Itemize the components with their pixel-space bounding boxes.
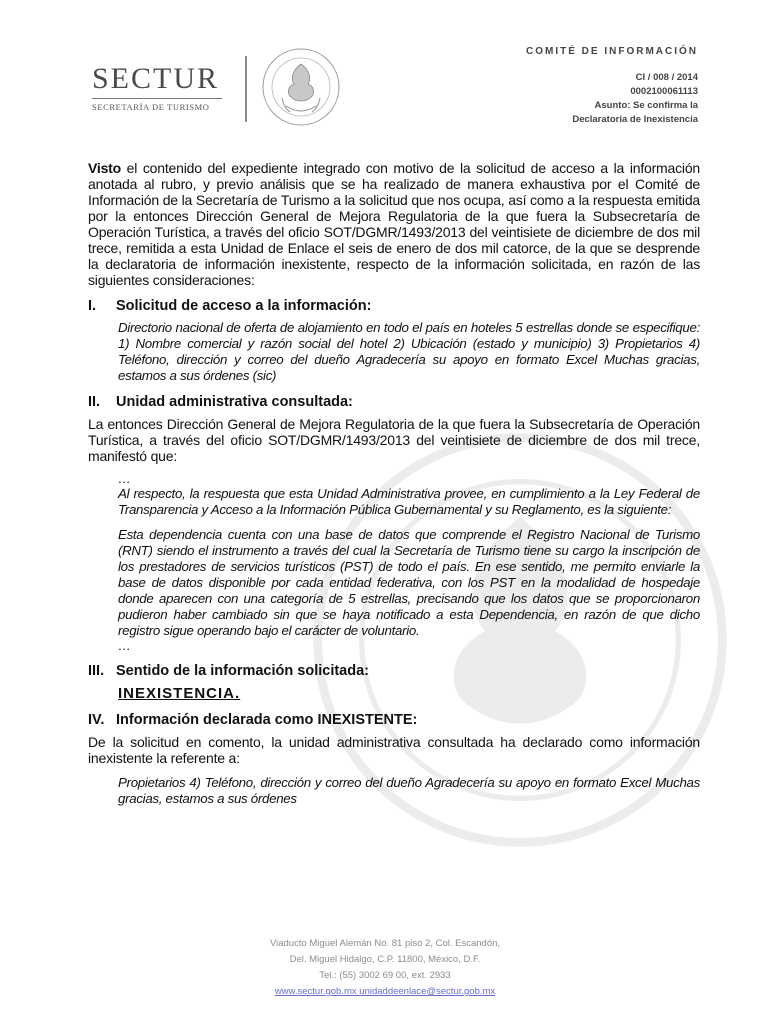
verdict-text: INEXISTENCIA.	[118, 685, 241, 702]
intro-text: el contenido del expediente integrado con motivo de la solicitud de acceso a la información anotada al rubro, y previo análisis que se ha realizado de manera exhaustiva por el Comité de Información de la Secretaría de Turismo a la solicitud que nos ocupa, así como a la respuesta emitida por la entonces Dirección General de Mejora Regulatoria de la que fuera la Subsecretaría de Operación Turística, a través del oficio SOT/DGMR/1493/2013 del veintisiete de diciembre de dos mil trece, remitida a esta Unidad de Enlace el seis de enero de dos mil catorce, de la que se desprende la declaratoria de información inexistente, respecto de la información solicitada, en razón de las siguientes consideraciones:	[88, 160, 700, 288]
request-quote: Directorio nacional de oferta de alojamiento en todo el país en hoteles 5 estrellas donde se especifique: 1) Nombre comercial y razón social del hotel 2) Ubicación (estado y municipio) 3) Propietarios 4) Teléfono, dirección y correo del dueño Agradecería su apoyo en formato Excel Muchas gracias, estamos a sus órdenes (sic)	[118, 320, 700, 383]
logo-subtitle: SECRETARÍA DE TURISMO	[92, 102, 210, 112]
ref-subject-1: Asunto: Se confirma la	[594, 100, 698, 111]
ref-case-number: CI / 008 / 2014	[635, 72, 698, 83]
section-4-text: De la solicitud en comento, la unidad administrativa consultada ha declarado como información inexistente la referente a:	[88, 734, 700, 766]
section-3-number: III.	[88, 663, 105, 679]
logo-rule	[92, 98, 222, 99]
reference-block	[526, 46, 698, 127]
section-1-title: Solicitud de acceso a la información:	[116, 298, 372, 314]
section-2-title: Unidad administrativa consultada:	[116, 394, 353, 410]
logo-wordmark: SECTUR	[92, 62, 220, 95]
section-1-heading	[88, 298, 700, 314]
ref-folio: 0002100061113	[630, 86, 698, 97]
intro-lead: Visto	[88, 160, 121, 176]
section-2-heading	[88, 394, 700, 410]
quote-ellipsis-close: …	[118, 638, 131, 653]
section-1-number: I.	[88, 298, 97, 314]
intro-paragraph	[88, 160, 700, 288]
footer-web-link[interactable]: www.sectur.gob.mx unidaddeenlace@sectur.gob.mx	[274, 986, 496, 997]
section-3-heading	[88, 663, 700, 679]
unit-response-quote-2: Esta dependencia cuenta con una base de datos que comprende el Registro Nacional de Turismo (RNT) siendo el instrumento a través del cual la Secretaría de Turismo tiene su cargo la inscripción de los prestadores de servicios turísticos (PST) de todo el país. En ese sentido, me permito enviarle la base de datos disponible por cada entidad federativa, con los PST en la modalidad de hospedaje donde aparecen con una categoría de 5 estrellas, precisando que los datos que se proporcionaron pudieron haber cambiado sin que se haya notificado a esta Dependencia, en razón de que dicho registro sigue operando bajo el carácter de voluntario.	[118, 527, 700, 638]
inexistent-info-quote: Propietarios 4) Teléfono, dirección y correo del dueño Agradecería su apoyo en formato Excel Muchas gracias, estamos a sus órdenes	[118, 775, 700, 806]
committee-title: COMITÉ DE INFORMACIÓN	[526, 46, 698, 57]
page-footer	[0, 936, 770, 1000]
national-seal-icon	[260, 46, 342, 128]
unit-response-quote-1: Al respecto, la respuesta que esta Unidad Administrativa provee, en cumplimiento a la Ley Federal de Transparencia y Acceso a la Información Pública Gubernamental y su Reglamento, es la siguiente:	[118, 486, 700, 517]
section-4-heading	[88, 712, 700, 728]
footer-phone: Tel.: (55) 3002 69 00, ext. 2933	[319, 970, 451, 981]
footer-address-line-1: Viaducto Miguel Alemán No. 81 piso 2, Col. Escandón,	[269, 938, 501, 949]
section-3-title: Sentido de la información solicitada:	[116, 663, 369, 679]
footer-address-line-2: Del. Miguel Hidalgo, C.P. 11800, México, D.F.	[289, 954, 481, 965]
section-2-number: II.	[88, 394, 101, 410]
section-4-title: Información declarada como INEXISTENTE:	[116, 712, 418, 728]
ref-subject-2: Declaratoria de Inexistencia	[572, 114, 698, 125]
sectur-logo	[92, 64, 222, 112]
section-2-text: La entonces Dirección General de Mejora Regulatoria de la que fuera la Subsecretaría de Operación Turística, a través del oficio SOT/DGMR/1493/2013 del veintisiete de diciembre de dos mil trece, manifestó que:	[88, 416, 700, 464]
quote-ellipsis-open: …	[118, 471, 131, 486]
document-body	[88, 160, 700, 807]
header-divider	[245, 56, 247, 122]
section-4-number: IV.	[88, 712, 105, 728]
